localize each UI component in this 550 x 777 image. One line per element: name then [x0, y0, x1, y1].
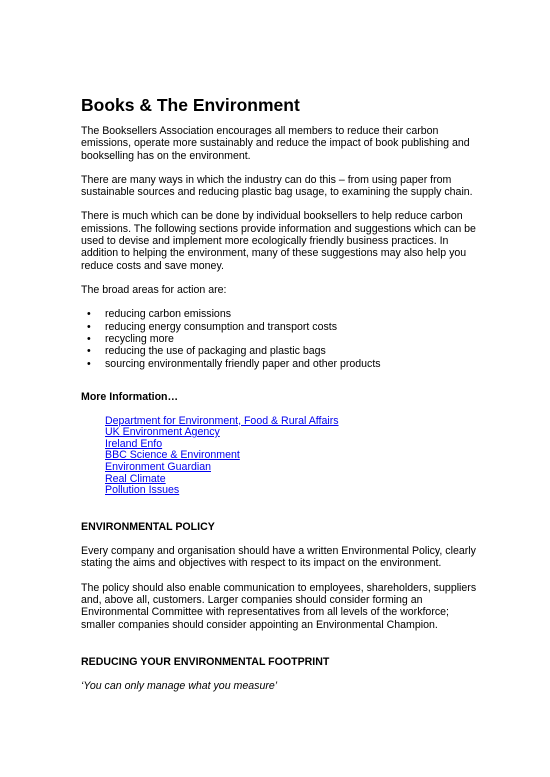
list-item-text: reducing carbon emissions [105, 308, 232, 321]
list-item-text: recycling more [105, 333, 174, 346]
list-item [81, 308, 478, 320]
bullet-icon: • [87, 320, 91, 333]
link-ireland-enfo[interactable]: Ireland Enfo [105, 437, 163, 450]
list-item [81, 333, 478, 345]
bullet-icon: • [87, 333, 91, 346]
list-item-text: sourcing environmentally friendly paper and other products [105, 357, 381, 370]
bullet-icon: • [87, 345, 91, 358]
policy-heading: ENVIRONMENTAL POLICY [81, 520, 215, 533]
link-bbc-science-environment[interactable]: BBC Science & Environment [105, 449, 240, 462]
intro-paragraph-4: The broad areas for action are: [81, 283, 227, 296]
link-pollution-issues[interactable]: Pollution Issues [105, 484, 180, 497]
policy-paragraph-2: The policy should also enable communication to employees, shareholders, suppliers and, above all, customers. Larger companies should consider forming an Environmental Committee with representatives from all levels of the workforce; smaller companies should consider appointing an Environmental Champion. [81, 581, 477, 631]
intro-paragraph-1: The Booksellers Association encourages all members to reduce their carbon emissions, operate more sustainably and reduce the impact of book publishing and bookselling has on the environment. [81, 125, 470, 162]
link-uk-environment-agency[interactable]: UK Environment Agency [105, 426, 220, 439]
list-item [81, 321, 478, 333]
list-item-text: reducing the use of packaging and plastic bags [105, 345, 326, 358]
list-item [81, 345, 478, 357]
footprint-heading: REDUCING YOUR ENVIRONMENTAL FOOTPRINT [81, 655, 330, 668]
page-title: Books & The Environment [81, 95, 300, 115]
list-item [81, 358, 478, 370]
link-defra[interactable]: Department for Environment, Food & Rural Affairs [105, 414, 339, 427]
link-real-climate[interactable]: Real Climate [105, 472, 166, 485]
intro-paragraph-2: There are many ways in which the industry can do this – from using paper from sustainable sources and reducing plastic bag usage, to examining the supply chain. [81, 173, 473, 199]
footprint-quote: ‘You can only manage what you measure’ [81, 680, 278, 693]
list-item [81, 485, 478, 497]
intro-paragraph-3: There is much which can be done by individual booksellers to help reduce carbon emissions. The following sections provide information and suggestions which can be used to devise and implement more ecologically friendly business practices. In addition to helping the environment, many of these suggestions may also help you reduce costs and save money. [81, 210, 476, 272]
link-environment-guardian[interactable]: Environment Guardian [105, 460, 211, 473]
action-list [81, 308, 478, 370]
list-item-text: reducing energy consumption and transport costs [105, 320, 338, 333]
bullet-icon: • [87, 357, 91, 370]
more-info-heading: More Information… [81, 391, 179, 404]
policy-paragraph-1: Every company and organisation should have a written Environmental Policy, clearly stating the aims and objectives with respect to its impact on the environment. [81, 545, 476, 570]
more-info-links [81, 416, 478, 497]
bullet-icon: • [87, 308, 91, 321]
